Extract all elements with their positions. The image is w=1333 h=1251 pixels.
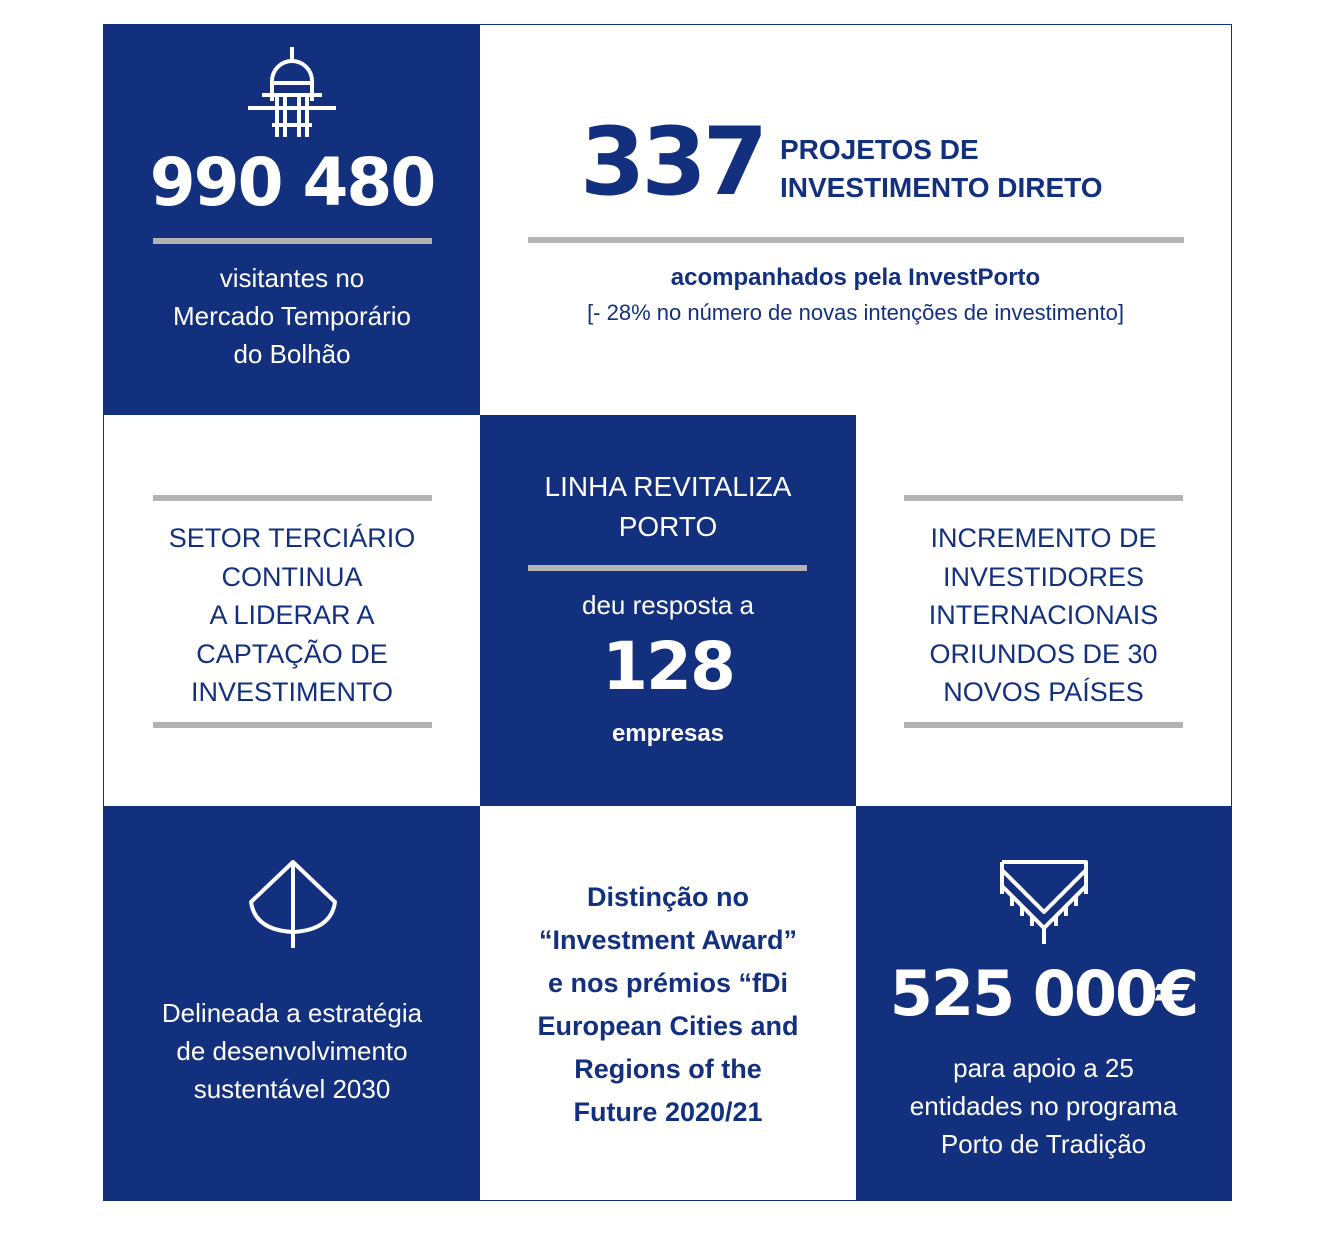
tile-porto-de-tradicao [856,806,1231,1200]
divider [528,237,1184,243]
text-line: ORIUNDOS DE 30 [929,638,1158,669]
text-line: INVESTIDORES [942,561,1145,592]
text-line: CAPTAÇÃO DE [196,638,388,669]
companies-unit: empresas [611,720,725,747]
tile-bolhao [104,25,480,415]
tradicao-text [856,1049,1231,1163]
tile-linha-revitaliza [480,415,856,806]
projects-subtitle: acompanhados pela InvestPorto [670,264,1041,291]
text-line: e nos prémios “fDi [547,968,789,998]
text-line: SETOR TERCIÁRIO [168,523,416,553]
text-line: entidades no programa [909,1091,1178,1121]
tile-investporto [480,25,1231,415]
text-line: A LIDERAR A [209,600,375,630]
text-line: Distinção no [586,882,749,912]
tile-investidores-internacionais [856,415,1231,806]
companies-value: 128 [602,628,734,705]
text-line: para apoio a 25 [953,1053,1134,1083]
divider [153,238,432,244]
market-pavilion-icon [248,47,336,137]
divider [528,565,807,571]
revitaliza-lead: deu resposta a [581,590,754,620]
projects-note: [- 28% no número de novas intenções de investimento] [587,300,1124,325]
award-text [480,876,856,1134]
text-line: Regions of the [574,1054,762,1084]
projects-headline [780,131,1103,207]
terciario-text [104,519,480,712]
caption-line: visitantes no [219,263,365,293]
divider-top [904,495,1183,501]
text-line: “Investment Award” [538,925,798,955]
leaf-icon [249,858,337,948]
projects-value: 337 [580,108,765,217]
caption-line: do Bolhão [233,339,351,369]
tile-desenvolvimento-sustentavel [104,806,480,1200]
text-line: INVESTIMENTO [190,677,394,707]
text-line: INCREMENTO DE [930,523,1157,553]
title-line: LINHA REVITALIZA [544,471,792,502]
caption-line: Mercado Temporário [173,301,411,331]
text-line: de desenvolvimento [176,1036,408,1066]
text-line: CONTINUA [221,561,363,592]
tile-setor-terciario [104,415,480,806]
visitors-value: 990 480 [149,144,435,221]
headline-line: PROJETOS DE [780,134,979,165]
tile-investment-award [480,806,856,1200]
divider-bottom [153,722,432,728]
text-line: INTERNACIONAIS [928,600,1159,630]
headline-line: INVESTIMENTO DIRETO [780,172,1103,203]
internacionais-text [856,519,1231,712]
visitors-caption [104,259,480,373]
divider-top [153,495,432,501]
title-line: PORTO [618,511,718,542]
text-line: NOVOS PAÍSES [943,677,1144,707]
funding-value: 525 000€ [889,957,1198,1030]
text-line: Porto de Tradição [940,1129,1147,1159]
divider-bottom [904,722,1183,728]
text-line: sustentável 2030 [193,1074,391,1104]
sustentavel-text [104,994,480,1108]
text-line: European Cities and [537,1011,799,1041]
text-line: Future 2020/21 [573,1097,763,1127]
fringed-shawl-icon [1000,860,1088,944]
text-line: Delineada a estratégia [161,998,423,1028]
revitaliza-title [480,467,856,547]
